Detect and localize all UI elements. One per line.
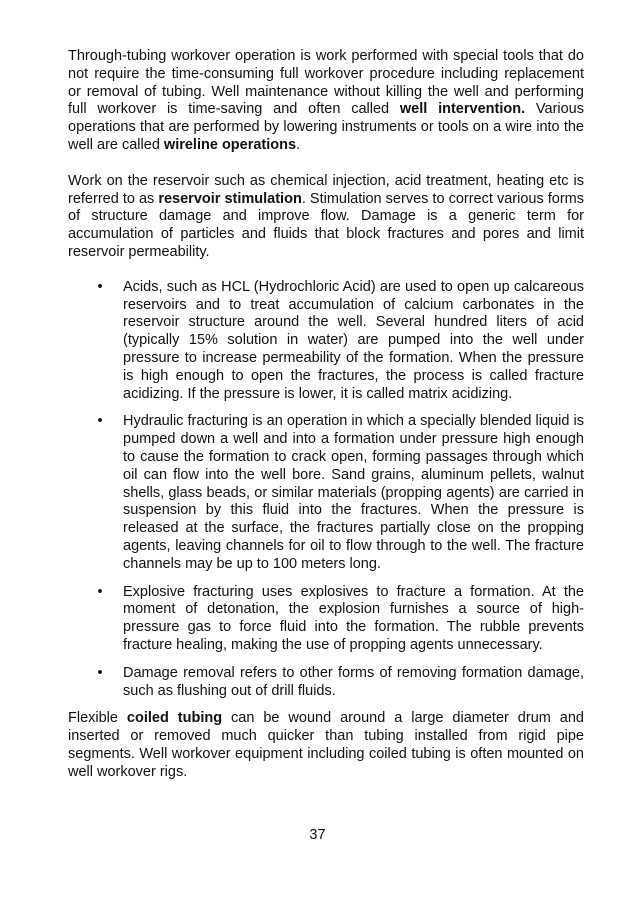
paragraph-well-intervention: Through-tubing workover operation is work performed with special tools that do not require the time-consuming full workover procedure including replacement or removal of tubing. Well maintenance without killing the well and performing full workover is time-saving and often called well intervention. Various operations that are performed by lowering instruments or tools on a wire into the well are called wireline operations. [68,48,584,153]
list-item: • Acids, such as HCL (Hydrochloric Acid) are used to open up calcareous reservoirs and to treat accumulation of calcium carbonates in the reservoir structure around the well. Several hundred liters of acid (typically 15% solution in water) are pumped into the well under pressure to increase permeability of the formation. When the pressure is high enough to open the fractures, the process is called fracture acidizing. If the pressure is lower, it is called matrix acidizing. [68,279,584,404]
bullet-icon: • [97,664,103,681]
stimulation-methods-list [68,279,584,701]
list-item: • Explosive fracturing uses explosives to fracture a formation. At the moment of detonation, the explosion furnishes a source of high-pressure gas to force fluid into the formation. The rubble prevents fracture healing, making the use of propping agents unnecessary. [68,584,584,655]
list-item: • Hydraulic fracturing is an operation in which a specially blended liquid is pumped down a well and into a formation under pressure high enough to cause the formation to crack open, forming passages through which oil can flow into the well bore. Sand grains, aluminum pellets, walnut shells, glass beads, or similar materials (propping agents) are carried in suspension by this fluid into the fractures. When the pressure is released at the surface, the fractures partially close on the propping agents, leaving channels for oil to flow through to the well. The fracture channels may be up to 100 meters long. [68,413,584,573]
page-content [68,48,584,781]
page-number: 37 [309,827,326,843]
bullet-icon: • [97,278,103,295]
paragraph-coiled-tubing: Flexible coiled tubing can be wound around a large diameter drum and inserted or removed much quicker than tubing installed from rigid pipe segments. Well workover equipment including coiled tubing is often mounted on well workover rigs. [68,710,584,780]
bullet-icon: • [97,583,103,600]
term-reservoir-stimulation: reservoir stimulation [158,190,302,207]
term-wireline-operations: wireline operations [163,136,297,153]
bullet-icon: • [97,413,103,430]
term-coiled-tubing: coiled tubing [126,710,223,727]
term-well-intervention: well intervention. [399,101,526,118]
paragraph-reservoir-stimulation: Work on the reservoir such as chemical injection, acid treatment, heating etc is referred to as reservoir stimulation. Stimulation serves to correct various forms of structure damage and improve flow. Damage is a generic term for accumulation of particles and fluids that block fractures and pores and limit reservoir permeability. [68,172,584,260]
list-item: • Damage removal refers to other forms of removing formation damage, such as flushing out of drill fluids. [68,665,584,701]
